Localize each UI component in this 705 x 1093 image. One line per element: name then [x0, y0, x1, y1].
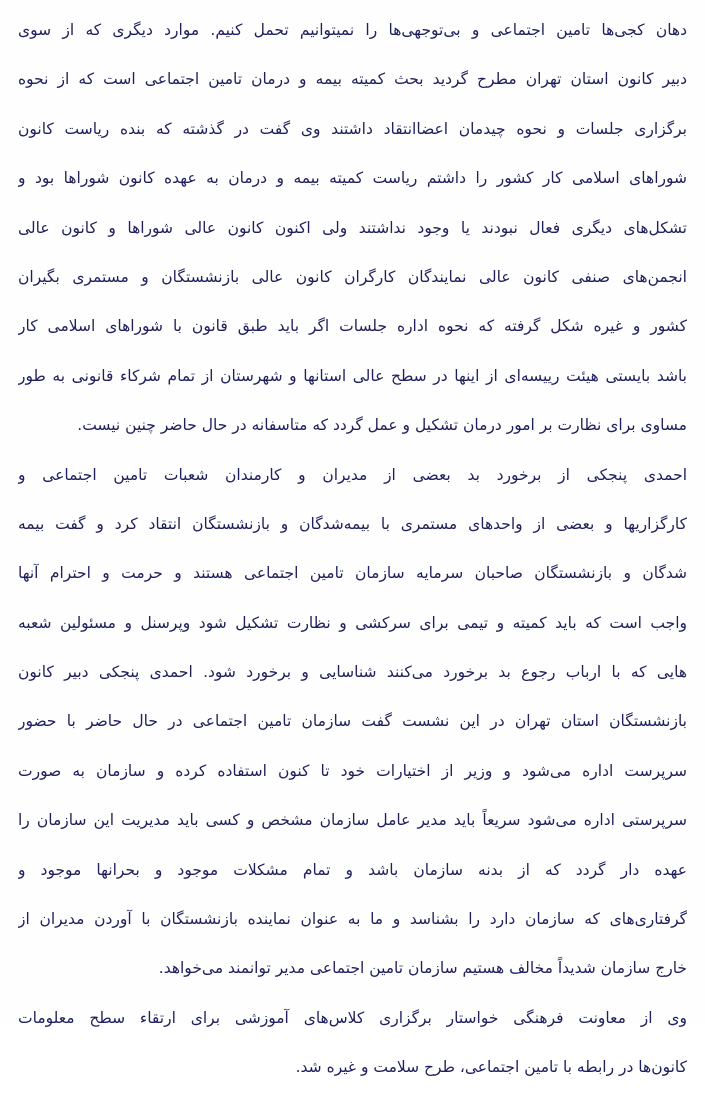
- text-line: واجب است که باید کمیته و تیمی برای سرکشی و نظارت تشکیل شود وپرسنل و مسئولین شعبه: [18, 613, 687, 632]
- text-line: برگزاری جلسات و نحوه چیدمان اعضاانتقاد داشتند وی گفت در گذشته که بنده ریاست کانون: [18, 119, 687, 138]
- text-line: عهده دار گردد که از بدنه سازمان باشد و تمام مشکلات موجود و بحرانها موجود و: [18, 860, 687, 879]
- text-line: شدگان و بازنشستگان صاحبان سرمایه سازمان تامین اجتماعی هستند و حرمت و احترام آنها: [18, 564, 687, 583]
- text-line: شوراهای اسلامی کار کشور را داشتم ریاست کمیته بیمه و درمان به عهده کانون شوراها بود و: [18, 169, 687, 188]
- text-line: گرفتاری‌های که سازمان دارد را بشناسد و ما به عنوان نماینده بازنشستگان با آوردن مدیران از: [18, 910, 687, 929]
- text-line: سرپرستی اداره می‌شود سریعاً باید مدیر عامل سازمان مشخص و کسی باید مدیریت این سازمان را: [18, 811, 687, 830]
- text-line: وی از معاونت فرهنگی خواستار برگزاری کلاس‌های آموزشی برای ارتقاء سطح معلومات: [18, 1008, 687, 1027]
- text-line: انجمن‌های صنفی کانون عالی نمایندگان کارگران کانون عالی بازنشستگان و مستمری بگیران: [18, 267, 687, 286]
- text-line: دبیر کانون استان تهران مطرح گردید بحث کمیته بیمه و درمان تامین اجتماعی است که از نحوه: [18, 70, 687, 89]
- text-line: هایی که با ارباب رجوع بد برخورد می‌کنند شناسایی و برخورد شود. احمدی پنجکی دبیر کانون: [18, 663, 687, 682]
- text-line: سرپرست اداره می‌شود و وزیر از اختیارات خود تا کنون استفاده کرده و سازمان به صورت: [18, 761, 687, 780]
- text-line: خارج سازمان شدیداً مخالف هستیم سازمان تامین اجتماعی مدیر توانمند می‌خواهد.: [158, 959, 687, 978]
- text-line: مساوی برای نظارت بر امور درمان تشکیل و عمل گردد که متاسفانه در حال حاضر چنین نیست.: [77, 416, 687, 435]
- text-line: بازنشستگان استان تهران در این نشست گفت سازمان تامین اجتماعی در حال حاضر با حضور: [18, 712, 687, 731]
- text-line: احمدی پنجکی از برخورد بد بعضی از مدیران و کارمندان شعبات تامین اجتماعی و: [18, 465, 687, 484]
- text-line: کشور و غیره شکل گرفته که نحوه اداره جلسات اگر باید طبق قانون با شوراهای اسلامی کار: [18, 317, 687, 336]
- text-line: باشد بایستی هیئت رییسه‌ای از اینها در سطح عالی استانها و شهرستان از تمام شرکاء قانونی به طور: [18, 366, 687, 385]
- text-line: تشکل‌های دیگری فعال نبودند یا وجود نداشتند ولی اکنون کانون عالی شوراها و کانون عالی: [18, 218, 687, 237]
- text-line: دهان کجی‌ها تامین اجتماعی و بی‌توجهی‌ها را نمیتوانیم تحمل کنیم. موارد دیگری که از سوی: [18, 21, 687, 39]
- text-line: کارگزاریها و بعضی از واحدهای مستمری با بیمه‌شدگان و بازنشستگان انتقاد کرد و گفت بیمه: [18, 514, 687, 533]
- text-line: کانون‌ها در رابطه با تامین اجتماعی، طرح سلامت و غیره شد.: [295, 1058, 687, 1077]
- article-text: [18, 6, 687, 1093]
